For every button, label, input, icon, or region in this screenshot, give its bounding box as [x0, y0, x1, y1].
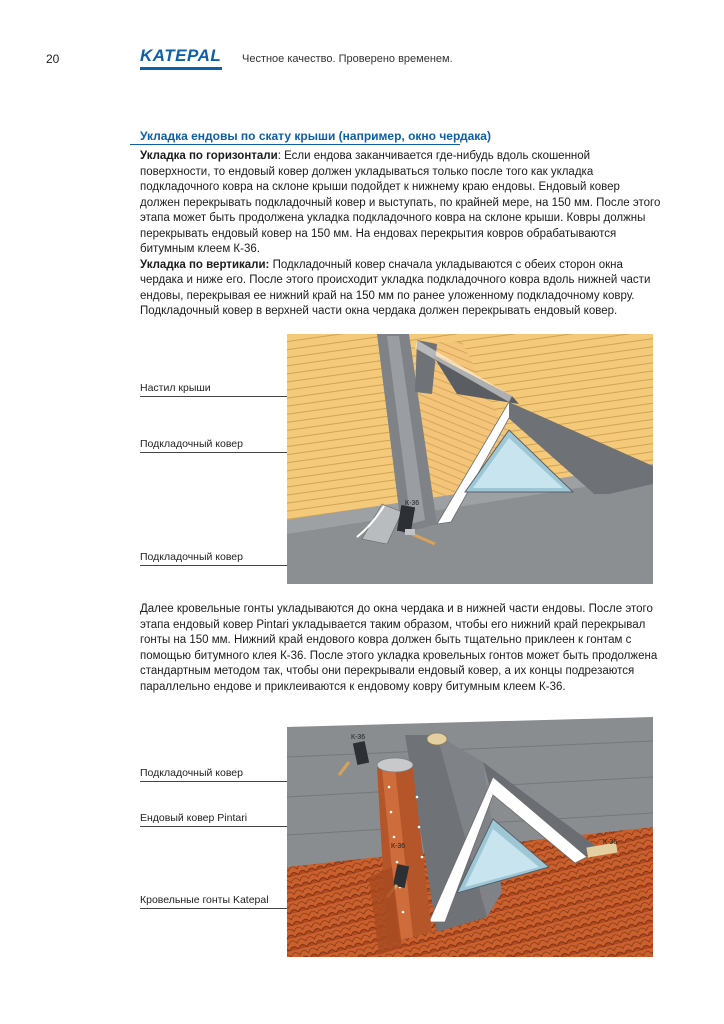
shingles-text: Далее кровельные гонты укладываются до окна чердака и в нижней части ендовы. После этого этапа ендовый ковер Pintari укладывается таким образом, чтобы его нижний край перекрывал гонты на 150 мм. Нижний край ендового ковра должен быть тщательно приклеен к гонтам с помощью битумного клея К-36. После этого укладка кровельных гонтов может быть продолжена стандартным методом так, чтобы они перекрывали ендовый ковер, а их концы подрезаются параллельно ендове и приклеиваются к ендовому ковру битумным клеем К-36.	[140, 603, 658, 693]
horizontal-label: Укладка по горизонтали	[140, 150, 278, 162]
fig1-label-underlay-bottom: Подкладочный ковер	[140, 551, 243, 563]
fig2-k36-tag-right: К-36	[603, 839, 618, 846]
fig1-label-underlay-top: Подкладочный ковер	[140, 438, 243, 450]
header-slogan: Честное качество. Проверено временем.	[242, 53, 453, 65]
fig2-label-shingles: Кровельные гонты Katepal	[140, 894, 269, 906]
logo-underline	[140, 67, 222, 70]
fig2-label-underlay: Подкладочный ковер	[140, 767, 243, 779]
paragraph-shingles	[140, 602, 662, 695]
vertical-label: Укладка по вертикали:	[140, 258, 270, 271]
dormer-underlay-illustration	[287, 334, 653, 584]
fig1-k36-tag: К-36	[405, 500, 420, 507]
paragraph-installation	[140, 149, 662, 320]
fig1-label-deck: Настил крыши	[140, 382, 211, 394]
section-title: Укладка ендовы по скату крыши (например, окно чердака)	[140, 129, 491, 143]
section-title-rule	[130, 144, 460, 145]
horizontal-text: : Если ендова заканчивается где-нибудь вдоль скошенной поверхности, то ендовый ковер должен укладываться только после того как укладка подкладочного ковра на склоне крыши подойдет к нижнему краю ендовы. Ендовый ковер должен перекрывать подкладочный ковер и выступать, по крайней мере, на 150 мм. После этого этапа может быть продолжена укладка подкладочного ковра на склоне крыши. Ковры должны перекрывать ендовый ковер на 150 мм. На ендовах перекрытия ковров обрабатываются битумным клеем К-36.	[140, 150, 661, 255]
page-number: 20	[46, 52, 60, 66]
fig2-label-valley: Ендовый ковер Pintari	[140, 812, 248, 824]
dormer-valley-illustration	[287, 717, 653, 957]
katepal-logo	[140, 46, 222, 68]
fig2-k36-tag-top: К-36	[351, 734, 366, 741]
fig2-k36-tag-middle: К-36	[391, 843, 406, 850]
brand-name: KATEPAL	[140, 46, 222, 65]
vertical-text: Подкладочный ковер сначала укладываются с обеих сторон окна чердака и ниже его. После этого происходит укладка подкладочного ковра вдоль нижней части ендовы, перекрывая ее нижний край на 150 мм по ранее уложенному подкладочному ковру. Подкладочный ковер в верхней части окна чердака должен перекрывать ендовый ковер.	[140, 258, 651, 317]
